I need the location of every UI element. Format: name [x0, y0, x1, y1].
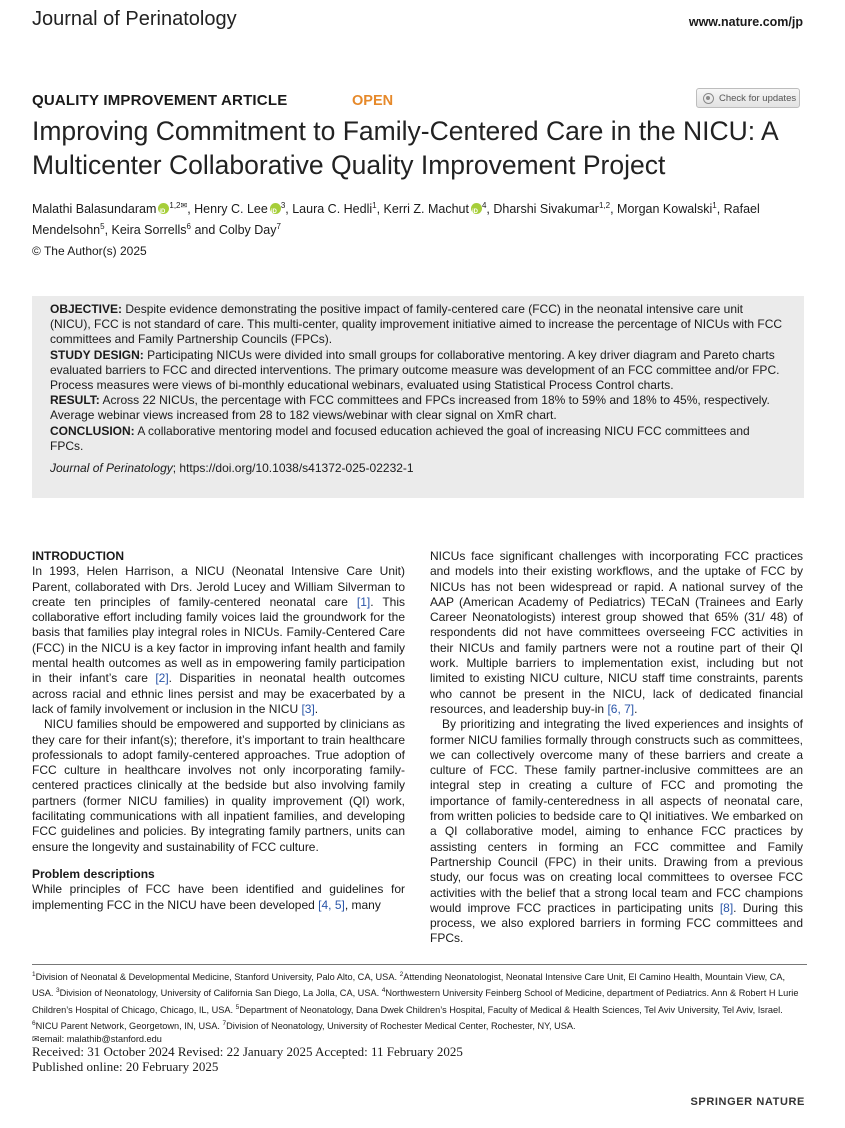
- journal-url-link[interactable]: www.nature.com/jp: [688, 15, 803, 29]
- reference-link[interactable]: [1]: [356, 594, 371, 609]
- article-type-label: QUALITY IMPROVEMENT ARTICLE: [32, 92, 288, 109]
- abstract-study-design: STUDY DESIGN: Participating NICUs were divided into small groups for collaborative mentoring. A key driver diagram and Pareto charts evaluated barriers to FCC and directed interventions. The primary outcome measure was development of an FCC committee and/or FPC. Process measures were views of bi-monthly educational webinars, evaluated using Statistical Process Control charts.: [50, 347, 780, 393]
- published-online: Published online: 20 February 2025: [32, 1059, 219, 1074]
- author-name: Keira Sorrells$^6$: [111, 222, 191, 238]
- received-revised-accepted: Received: 31 October 2024 Revised: 22 January 2025 Accepted: 11 February 2025: [32, 1044, 463, 1059]
- article-dates: [32, 1044, 463, 1074]
- author-name: Laura C. Hedli$^1$: [292, 201, 377, 217]
- check-updates-icon: [703, 93, 714, 104]
- corresponding-email[interactable]: ✉email: malathib@stanford.edu: [32, 1034, 162, 1045]
- body-paragraph: NICU families should be empowered and supported by clinicians as they care for their infant(s); therefore, it’s important to train healthcare professionals to adopt family-centered approaches. True adoption of FCC culture in healthcare involves not only incorporating family-centered practices clinically at the bedside but also involving family partners (former NICU families) in quality improvement (QI) work, facilitating communications with all inpatient families, and developing FCC guidelines and policies. By integrating family partners, units can ensure the longevity and sustainability of FCC culture.: [32, 717, 405, 854]
- body-paragraph: By prioritizing and integrating the lived experiences and insights of former NICU families formally through constructs such as committees, we can collectively overcome many of these barriers and create a culture of FCC. These family partner-inclusive committees are an integral step in creating a culture of FCC and promoting the importance of family-centeredness in all aspects of neonatal care, from written policies to bedside care to QI initiatives. We embarked on a QI collaborative model, aiming to enhance FCC practices by assisting centers in forming an FCC committee and Family Partnership Council (FPC) in their units. Drawing from a previous study, our focus was on creating local committees to oversee FCC activities with the belief that a strong local team and FCC champions would improve FCC practices in participating units [8]. During this process, we also explored barriers in forming FCC committees and FPCs.: [430, 717, 803, 946]
- reference-link[interactable]: [6, 7]: [607, 701, 635, 716]
- abstract-box: [32, 296, 804, 498]
- author-name: Dharshi Sivakumar$^{1,2}$: [493, 201, 611, 217]
- body-column-right: [430, 549, 803, 947]
- body-paragraph: In 1993, Helen Harrison, a NICU (Neonatal Intensive Care Unit) Parent, collaborated with Drs. Jerold Lucey and William Silverman to create ten principles of family-centered neonatal care [1]. This collaborative effort including family voices laid the groundwork for the basis that families play integral roles in NICUs. Family-Centered Care (FCC) in the NICU is a key factor in improving infant health and family mental health outcomes as well as in empowering family participation in their infant’s care [2]. Disparities in neonatal health outcomes across racial and ethnic lines persist and may be exacerbated by a lack of family involvement or inclusion in the NICU [3].: [32, 564, 405, 716]
- reference-link[interactable]: [4, 5]: [318, 897, 345, 912]
- body-paragraph: While principles of FCC have been identified and guidelines for implementing FCC in the NICU have been developed [4, 5], many: [32, 882, 405, 912]
- citation-line: Journal of Perinatology; https://doi.org/10.1038/s41372-025-02232-1: [50, 461, 414, 476]
- orcid-icon[interactable]: [270, 203, 281, 214]
- author-name: Colby Day$^7$: [218, 222, 281, 238]
- publisher-logo: SPRINGER NATURE: [690, 1096, 805, 1108]
- abstract-conclusion: CONCLUSION: A collaborative mentoring model and focused education achieved the goal of increasing NICU FCC committees and FPCs.: [50, 423, 750, 453]
- check-for-updates-button[interactable]: [696, 88, 800, 108]
- footnote-divider: [32, 964, 807, 965]
- author-name: Rafael Mendelsohn$^5$: [32, 202, 760, 238]
- orcid-icon[interactable]: [158, 203, 169, 214]
- check-updates-label: Check for updates: [719, 92, 797, 104]
- reference-link[interactable]: [2]: [155, 671, 169, 686]
- problem-descriptions-heading: Problem descriptions: [32, 866, 155, 881]
- body-column-left: [32, 549, 405, 913]
- reference-link[interactable]: [3]: [301, 701, 315, 716]
- author-name: Henry C. LeeiD $^3$: [194, 202, 285, 216]
- reference-link[interactable]: [8]: [719, 900, 734, 915]
- abstract-objective: OBJECTIVE: Despite evidence demonstrating the positive impact of family-centered care (FCC) in the neonatal intensive care unit (NICU), FCC is not standard of care. This multi-center, quality improvement initiative aimed to increase the percentage of NICUs with FCC committees and Family Partnership Councils (FPCs).: [50, 302, 783, 347]
- affiliations-footnote: $^1$Division of Neonatal & Developmental Medicine, Stanford University, Palo Alto, CA, USA. $^2$Attending Neonatologist, Neonatal Intensive Care Unit, El Camino Health, Mountain View, CA, USA. $^3$Division of Neonatology, University of California San Diego, La Jolla, CA, USA. $^4$Northwestern University Feinberg School of Medicine, department of Pediatrics. Ann & Robert H Lurie Children’s Hospital of Chicago, Chicago, IL, USA. $^5$Department of Neonatology, Dana Dwek Children’s Hospital, Faculty of Medical & Health Sciences, Tel Aviv University, Tel Aviv, Israel. $^6$NICU Parent Network, Georgetown, IN, USA. $^7$Division of Neonatology, University of Rochester Medical Center, Rochester, NY, USA. ✉email: malathib@stanford.edu: [32, 971, 799, 1045]
- author-name: Kerri Z. MachutiD $^4$: [384, 202, 487, 216]
- body-paragraph: NICUs face significant challenges with incorporating FCC practices and models into their existing workflows, and the uptake of FCC by NICUs has not been widespread or rapid. A national survey of the AAP (American Academy of Pediatrics) TECaN (Trainees and Early Career Neonatologists) interest group showed that 65% (31/ 48) of respondents did not have committees overseeing FCC activities in their NICUs and family partners were not a routine part of their QI work. Multiple barriers to implementation exist, including but not limited to existing NICU culture, NICU staff time constraints, parents who cannot be present in the NICU, lack of dedicated financial resources, and leadership buy-in [6, 7].: [430, 549, 803, 716]
- author-list: Malathi BalasundaramiD $^{1,2✉}$, Henry C. LeeiD $^3$, Laura C. Hedli$^1$, Kerri Z. MachutiD $^4$, Dharshi Sivakumar$^{1,2}$, Morgan Kowalski$^1$, Rafael Mendelsohn$^5$, Keira Sorrells$^6$ and Colby Day$^7$: [32, 197, 822, 239]
- author-name: Morgan Kowalski$^1$: [617, 201, 717, 217]
- doi-link[interactable]: ; https://doi.org/10.1038/s41372-025-02232-1: [172, 461, 414, 476]
- article-title: Improving Commitment to Family-Centered Care in the NICU: A Multicenter Collaborative Quality Improvement Project: [32, 116, 778, 180]
- abstract-result: RESULT: Across 22 NICUs, the percentage with FCC committees and FPCs increased from 18% to 59% and 18% to 45%, respectively. Average webinar views increased from 28 to 182 views/webinar with clear signal on XmR chart.: [50, 393, 770, 423]
- journal-name: Journal of Perinatology: [32, 8, 237, 30]
- open-access-label: OPEN: [352, 93, 394, 109]
- copyright-notice: © The Author(s) 2025: [32, 244, 147, 258]
- introduction-heading: INTRODUCTION: [32, 549, 124, 563]
- author-name: Malathi BalasundaramiD $^{1,2✉}$: [32, 202, 187, 216]
- orcid-icon[interactable]: [471, 203, 482, 214]
